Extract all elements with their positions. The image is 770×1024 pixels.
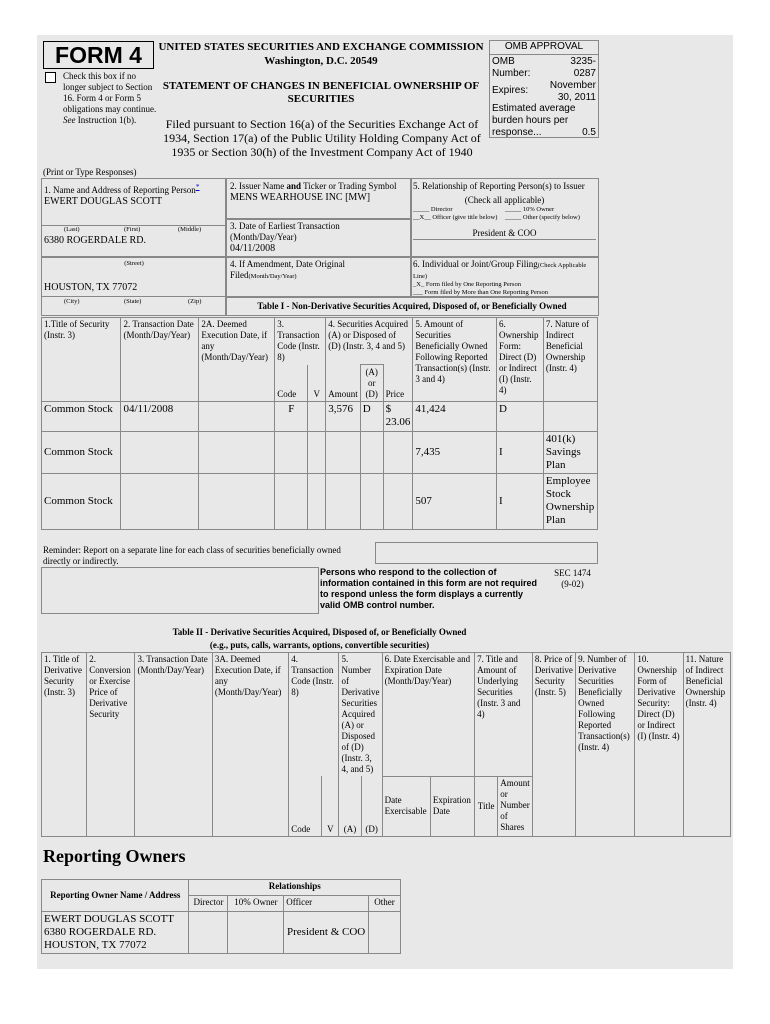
earliest-transaction-label: 3. Date of Earliest Transaction (Month/Day/Year) xyxy=(230,221,340,242)
issuer-name: MENS WEARHOUSE INC [MW] xyxy=(230,192,371,203)
t1-r2-code xyxy=(275,474,308,530)
omb-number-label: OMB Number: xyxy=(492,56,531,79)
t2-h7: 7. Title and Amount of Underlying Securities (Instr. 3 and 4) xyxy=(475,653,533,777)
t1-h1: 1.Title of Security (Instr. 3) xyxy=(42,318,121,402)
relationship-box xyxy=(410,178,599,258)
t1-h6: 6. Ownership Form: Direct (D) or Indirect (I) (Instr. 4) xyxy=(496,318,543,402)
owner-name: EWERT DOUGLAS SCOTT xyxy=(44,913,174,925)
omb-expires-label: Expires: xyxy=(492,85,529,96)
t1-h5: 5. Amount of Securities Beneficially Owned Following Reported Transaction(s) (Instr. 3 and 4) xyxy=(413,318,497,402)
t1-r0-form: D xyxy=(496,402,543,432)
city-label: (City) xyxy=(64,298,80,305)
form-title: FORM 4 xyxy=(43,41,154,69)
t1-r0-deemed xyxy=(199,402,275,432)
t1-r1-deemed xyxy=(199,432,275,474)
print-note: (Print or Type Responses) xyxy=(43,167,137,177)
filing-label: 6. Individual or Joint/Group Filing(Check Applicable Line) xyxy=(413,259,587,280)
t1-r0-nature xyxy=(543,402,597,432)
t1-r2-nature: Employee Stock Ownership Plan xyxy=(543,474,597,530)
t1-r2-deemed xyxy=(199,474,275,530)
reporting-person-city-box xyxy=(41,256,227,316)
asterisk-link[interactable]: * xyxy=(195,182,200,191)
amendment-label: 4. If Amendment, Date Original Filed(Month/Day/Year) xyxy=(230,259,345,280)
other-header: Other xyxy=(369,896,401,912)
owner-city: HOUSTON, TX 77072 xyxy=(44,939,147,951)
table-row xyxy=(42,402,598,432)
t1-r0-title: Common Stock xyxy=(42,402,121,432)
t2-sub-amount: Amount or Number of Shares xyxy=(498,776,533,836)
zip-label: (Zip) xyxy=(188,298,202,305)
t1-r1-aord xyxy=(360,432,383,474)
middle-label: (Middle) xyxy=(178,226,202,233)
sec-date: (9-02) xyxy=(561,579,584,589)
no-longer-subject-checkbox[interactable] xyxy=(45,72,56,83)
owner-officer: President & COO xyxy=(284,912,369,954)
table2-title: Table II - Derivative Securities Acquired, Disposed of, or Beneficially Owned xyxy=(172,627,467,637)
t1-r0-v xyxy=(308,402,326,432)
filed-pursuant: Filed pursuant to Section 16(a) of the Securities Exchange Act of 1934, Section 17(a) of the Public Utility Holding Company Act of 1935 or Section 30(h) of the Investment Company Act of 1940 xyxy=(163,117,481,159)
t2-sub-expiration: Expiration Date xyxy=(430,776,474,836)
omb-expires-value: November 30, 2011 xyxy=(549,80,596,103)
last-label: (Last) xyxy=(64,226,80,233)
t1-r0-owned: 41,424 xyxy=(413,402,497,432)
table1-title: Table I - Non-Derivative Securities Acquired, Disposed of, or Beneficially Owned xyxy=(225,296,599,316)
t2-h8: 8. Price of Derivative Security (Instr. 5) xyxy=(532,653,575,837)
agency-name: UNITED STATES SECURITIES AND EXCHANGE COMMISSION xyxy=(158,41,484,53)
t1-r2-title: Common Stock xyxy=(42,474,121,530)
table1 xyxy=(41,317,598,530)
checkbox-label: Check this box if no longer subject to Section 16. Form 4 or Form 5 obligations may continue. See Instruction 1(b). xyxy=(63,71,157,125)
director-option: _____ Director xyxy=(413,206,453,213)
t1-r2-aord xyxy=(360,474,383,530)
director-header: Director xyxy=(189,896,228,912)
t1-sub-aord: (A) or (D) xyxy=(360,365,383,402)
t1-r0-price: $ 23.06 xyxy=(383,402,413,432)
t1-r1-title: Common Stock xyxy=(42,432,121,474)
omb-title: OMB APPROVAL xyxy=(490,41,598,55)
reporting-person-name: EWERT DOUGLAS SCOTT xyxy=(44,196,163,207)
owner-name-header: Reporting Owner Name / Address xyxy=(42,880,189,912)
t2-sub-code: Code xyxy=(289,776,322,836)
relationship-label: 5. Relationship of Reporting Person(s) to Issuer xyxy=(413,181,585,191)
t1-r0-code: F xyxy=(275,402,308,432)
t2-h3a: 3A. Deemed Execution Date, if any (Month/Day/Year) xyxy=(212,653,288,837)
omb-burden-value: 0.5 xyxy=(582,127,596,138)
owner-director xyxy=(189,912,228,954)
omb-number-value: 3235-0287 xyxy=(570,56,596,79)
persons-notice: Persons who respond to the collection of information contained in this form are not required to respond unless the form displays a currently valid OMB control number. xyxy=(320,567,538,610)
reporting-person-city: HOUSTON, TX 77072 xyxy=(44,282,138,293)
multi-person-option: ___ Form filed by More than One Reporting Person xyxy=(413,289,549,296)
t2-h9: 9. Number of Derivative Securities Beneficially Owned Following Reported Transaction(s) (Instr. 4) xyxy=(576,653,635,837)
officer-option: __X__ Officer (give title below) xyxy=(413,214,498,221)
reporting-owners-heading: Reporting Owners xyxy=(43,846,186,866)
t1-r1-nature: 401(k) Savings Plan xyxy=(543,432,597,474)
t2-sub-v: V xyxy=(322,776,339,836)
notice-left-box xyxy=(41,567,319,614)
t2-h5: 5. Number of Derivative Securities Acquired (A) or Disposed of (D) (Instr. 3, 4, and 5) xyxy=(339,653,382,777)
first-label: (First) xyxy=(124,226,141,233)
t1-r1-form: I xyxy=(496,432,543,474)
t2-sub-title: Title xyxy=(475,776,498,836)
owner-ten-pct xyxy=(228,912,284,954)
ten-pct-option: _____ 10% Owner xyxy=(505,206,555,213)
t2-sub-a: (A) xyxy=(339,776,361,836)
t1-r2-amount xyxy=(326,474,361,530)
t1-r0-date: 04/11/2008 xyxy=(121,402,199,432)
table-row xyxy=(42,474,598,530)
t2-h3: 3. Transaction Date (Month/Day/Year) xyxy=(135,653,212,837)
state-label: (State) xyxy=(124,298,142,305)
t1-r1-owned: 7,435 xyxy=(413,432,497,474)
table-row xyxy=(42,912,401,954)
section1-label: 1. Name and Address of Reporting Person xyxy=(44,185,196,195)
ten-pct-header: 10% Owner xyxy=(228,896,284,912)
statement-title: STATEMENT OF CHANGES IN BENEFICIAL OWNERSHIP OF SECURITIES xyxy=(162,80,480,105)
t1-r2-owned: 507 xyxy=(413,474,497,530)
filing-box xyxy=(410,256,599,298)
reporting-person-address: 6380 ROGERDALE RD. xyxy=(44,235,146,246)
omb-approval-box xyxy=(489,40,599,138)
owner-address: 6380 ROGERDALE RD. xyxy=(44,926,157,938)
table2-subtitle: (e.g., puts, calls, warrants, options, convertible securities) xyxy=(209,640,430,650)
t1-h2: 2. Transaction Date (Month/Day/Year) xyxy=(121,318,199,402)
issuer-box xyxy=(225,178,412,220)
street-label: (Street) xyxy=(124,260,144,267)
other-option: _____ Other (specify below) xyxy=(505,214,580,221)
sec-code: SEC 1474 xyxy=(554,568,591,578)
t1-r0-aord: D xyxy=(360,402,383,432)
t1-sub-code: Code xyxy=(275,365,308,402)
agency-address: Washington, D.C. 20549 xyxy=(264,55,378,67)
t1-h2a: 2A. Deemed Execution Date, if any (Month/Day/Year) xyxy=(199,318,275,402)
reporting-person-box xyxy=(41,178,227,258)
relationships-header: Relationships xyxy=(189,880,401,896)
t1-r1-amount xyxy=(326,432,361,474)
earliest-transaction-date: 04/11/2008 xyxy=(230,243,276,254)
t1-r2-v xyxy=(308,474,326,530)
officer-title: President & COO xyxy=(413,224,596,240)
t2-sub-d: (D) xyxy=(361,776,382,836)
t2-h1: 1. Title of Derivative Security (Instr. 3) xyxy=(42,653,87,837)
t1-h4: 4. Securities Acquired (A) or Disposed of (D) (Instr. 3, 4 and 5) xyxy=(326,318,413,365)
reporting-owners-table xyxy=(41,879,401,954)
t2-h6: 6. Date Exercisable and Expiration Date (Month/Day/Year) xyxy=(382,653,474,777)
t2-h2: 2. Conversion or Exercise Price of Derivative Security xyxy=(87,653,135,837)
check-applicable: (Check all applicable) xyxy=(464,195,545,205)
table-row xyxy=(42,432,598,474)
t1-r2-form: I xyxy=(496,474,543,530)
t2-h11: 11. Nature of Indirect Beneficial Ownership (Instr. 4) xyxy=(683,653,730,837)
issuer-label: 2. Issuer Name and Ticker or Trading Symbol xyxy=(230,181,397,191)
reminder-side-box xyxy=(375,542,598,564)
reminder-text: Reminder: Report on a separate line for each class of securities beneficially owned directly or indirectly. xyxy=(43,545,341,566)
t2-h10: 10. Ownership Form of Derivative Security: Direct (D) or Indirect (I) (Instr. 4) xyxy=(635,653,683,837)
t1-r1-v xyxy=(308,432,326,474)
t1-h7: 7. Nature of Indirect Beneficial Ownership (Instr. 4) xyxy=(543,318,597,402)
t1-r2-price xyxy=(383,474,413,530)
t1-r1-price xyxy=(383,432,413,474)
table2 xyxy=(41,652,731,837)
earliest-transaction-box xyxy=(225,218,412,258)
t1-sub-price: Price xyxy=(383,365,413,402)
t2-sub-exercisable: Date Exercisable xyxy=(382,776,430,836)
t1-h3: 3. Transaction Code (Instr. 8) xyxy=(275,318,326,365)
officer-header: Officer xyxy=(284,896,369,912)
t1-r2-date xyxy=(121,474,199,530)
t1-sub-v: V xyxy=(308,365,326,402)
t1-sub-amount: Amount xyxy=(326,365,361,402)
t2-h4: 4. Transaction Code (Instr. 8) xyxy=(289,653,339,777)
omb-burden-label: Estimated average burden hours per response... xyxy=(492,103,576,138)
t1-r0-amount: 3,576 xyxy=(326,402,361,432)
t1-r1-code xyxy=(275,432,308,474)
one-person-option: _X_ Form filed by One Reporting Person xyxy=(413,281,521,288)
owner-other xyxy=(369,912,401,954)
t1-r1-date xyxy=(121,432,199,474)
owner-cell xyxy=(42,912,189,954)
amendment-box xyxy=(225,256,412,298)
